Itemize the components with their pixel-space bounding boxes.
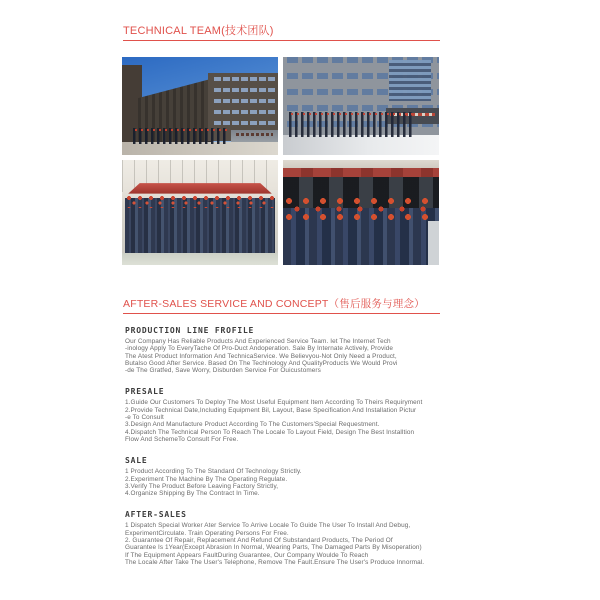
body-line: -e To Consult xyxy=(125,414,164,422)
section-production-line-profile xyxy=(125,326,485,374)
section-after-sales xyxy=(125,510,485,566)
staff-row xyxy=(133,128,227,145)
body-line: 2. Guarantee Of Repair, Replacement And Refund Of Substandard Products, The Period Of xyxy=(125,537,393,545)
red-helmets-row xyxy=(125,195,275,209)
photo-workshop-team-closeup xyxy=(283,160,439,265)
section-heading: PRESALE xyxy=(125,387,165,397)
photo-office-building-group xyxy=(283,57,439,155)
glass-curtain-wall xyxy=(389,60,431,101)
body-line: Our Company Has Reliable Products And Experienced Service Team. Iet The Internet Tech xyxy=(125,338,391,345)
body-line: -inology Apply To EveryTache Of Pro-Duct Andoperation. Sale By Internate Actively, Provide xyxy=(125,345,394,353)
body-line: ExperimentCirculate. Train Operating Persons For Free. xyxy=(125,529,289,537)
after-sales-title: AFTER-SALES SERVICE AND CONCEPT（售后服务与理念） xyxy=(123,298,425,310)
body-line: 2.Experiment The Machine By The Operating Regulate. xyxy=(125,475,288,483)
technical-team-title: TECHNICAL TEAM(技术团队) xyxy=(123,25,274,37)
body-line: -de The Gratfed, Save Worry, Disburden Service For Ouicustomers xyxy=(125,367,321,375)
body-line: The Atest Product Information And TechnicaService. We Believyou-Not Only Need a Product, xyxy=(125,352,397,360)
body-line: 4.Dispatch The Technical Person To Reach The Locale To Layout Field, Design The Best Installtion xyxy=(125,428,415,436)
body-line: If The Equipment Appears FaultDuring Guarantee, Our Company Woulde To Reach xyxy=(125,551,369,559)
section-heading: PRODUCTION LINE FROFILE xyxy=(125,326,255,335)
body-line: The Locale After Take The User's Telephone, Remove The Fault.Ensure The User's Produce Innormal. xyxy=(125,558,425,566)
section-heading: AFTER-SALES xyxy=(125,510,187,520)
body-line: 1.Guide Our Customers To Deploy The Most Useful Equipment Item According To Theirs Requiryment xyxy=(125,399,423,407)
after-sales-underline xyxy=(123,313,440,314)
section-sale xyxy=(125,456,485,497)
photo-factory-exterior-group xyxy=(122,57,278,155)
ground-area xyxy=(283,135,439,155)
body-line: Butalso Good After Service. Based On The Techinology And QualityProducts We Would Provi xyxy=(125,359,398,367)
body-line: 1 Dispatch Special Worker Ater Service To Arrive Locale To Guide The User To Install And Debug, xyxy=(125,522,411,530)
section-presale xyxy=(125,387,485,443)
body-line: Flow And SchemeTo Consult For Free. xyxy=(125,435,239,443)
body-line: 2.Provide Technical Date,Including Equipment Bil, Layout, Base Specification And Installation Pictur xyxy=(125,406,417,414)
after-sales-content xyxy=(125,326,485,579)
body-line: 3.Design And Manufacture Product According To The Customers'Special Requestment. xyxy=(125,421,380,429)
red-helmets-row xyxy=(283,196,439,221)
body-line: Guarantee Is 1Year(Except Abrasion In Normal, Wearing Parts, The Damaged Parts By Misoperation) xyxy=(125,544,422,552)
body-line: 3.Verify The Product Before Leaving Factory Strictly, xyxy=(125,482,279,490)
body-line: 4.Organize Shipping By The Contract In Time. xyxy=(125,490,260,498)
technical-team-underline xyxy=(123,40,440,41)
red-crane-beam xyxy=(128,183,272,194)
company-sign-wall xyxy=(231,130,278,144)
section-heading: SALE xyxy=(125,456,148,466)
side-wall xyxy=(428,221,439,265)
staff-row xyxy=(289,112,414,137)
team-photo-grid xyxy=(122,57,439,265)
photo-workshop-team xyxy=(122,160,278,265)
workshop-floor xyxy=(122,253,278,265)
body-line: 1 Product According To The Standard Of Technology Strictly. xyxy=(125,468,302,476)
